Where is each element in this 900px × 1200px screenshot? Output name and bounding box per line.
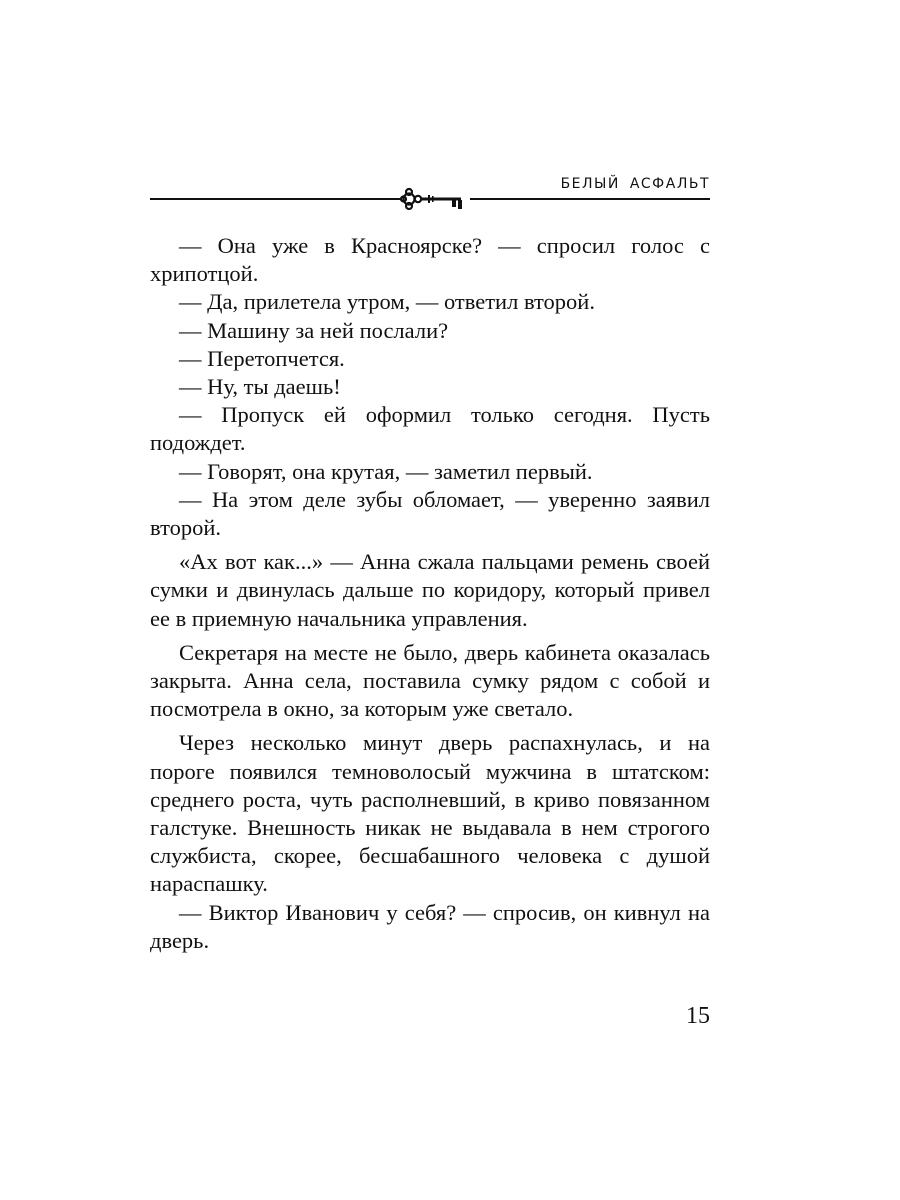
paragraph: — Перетопчется. — [179, 345, 345, 371]
paragraph: — Она уже в Красноярске? — спросил голос с хрипотцой. — [150, 233, 710, 287]
paragraph: — Говорят, она крутая, — заметил первый. — [179, 458, 593, 484]
key-icon — [400, 186, 470, 212]
running-header — [150, 172, 710, 212]
body-text — [150, 232, 710, 955]
paragraph: — Ну, ты даешь! — [179, 374, 341, 400]
paragraph: — На этом деле зубы обломает, — уверенно заявил второй. — [150, 486, 710, 541]
page-number: 15 — [686, 1003, 710, 1029]
paragraph: Через несколько минут дверь распахнулась, и на пороге появился темноволосый мужчина в штатском: среднего роста, чуть располневший, в криво повязанном галстуке. Внешность никак не выдавала в нем строгого службиста, скорее, бесшабашного человека с душой нараспашку. — [150, 730, 710, 897]
paragraph: — Машину за ней послали? — [179, 317, 449, 343]
running-title: БЕЛЫЙ АСФАЛЬТ — [560, 176, 710, 192]
paragraph: — Виктор Иванович у себя? — спросив, он кивнул на дверь. — [150, 899, 710, 953]
paragraph: — Пропуск ей оформил только сегодня. Пусть подождет. — [150, 402, 710, 456]
paragraph: — Да, прилетела утром, — ответил второй. — [179, 289, 595, 315]
paragraph: Секретаря на месте не было, дверь кабинета оказалась закрыта. Анна села, поставила сумку рядом с собой и посмотрела в окно, за которым уже светало. — [150, 639, 710, 722]
paragraph: «Ах вот как...» — Анна сжала пальцами ремень своей сумки и двинулась дальше по коридору, который привел ее в приемную начальника управления. — [150, 549, 710, 631]
